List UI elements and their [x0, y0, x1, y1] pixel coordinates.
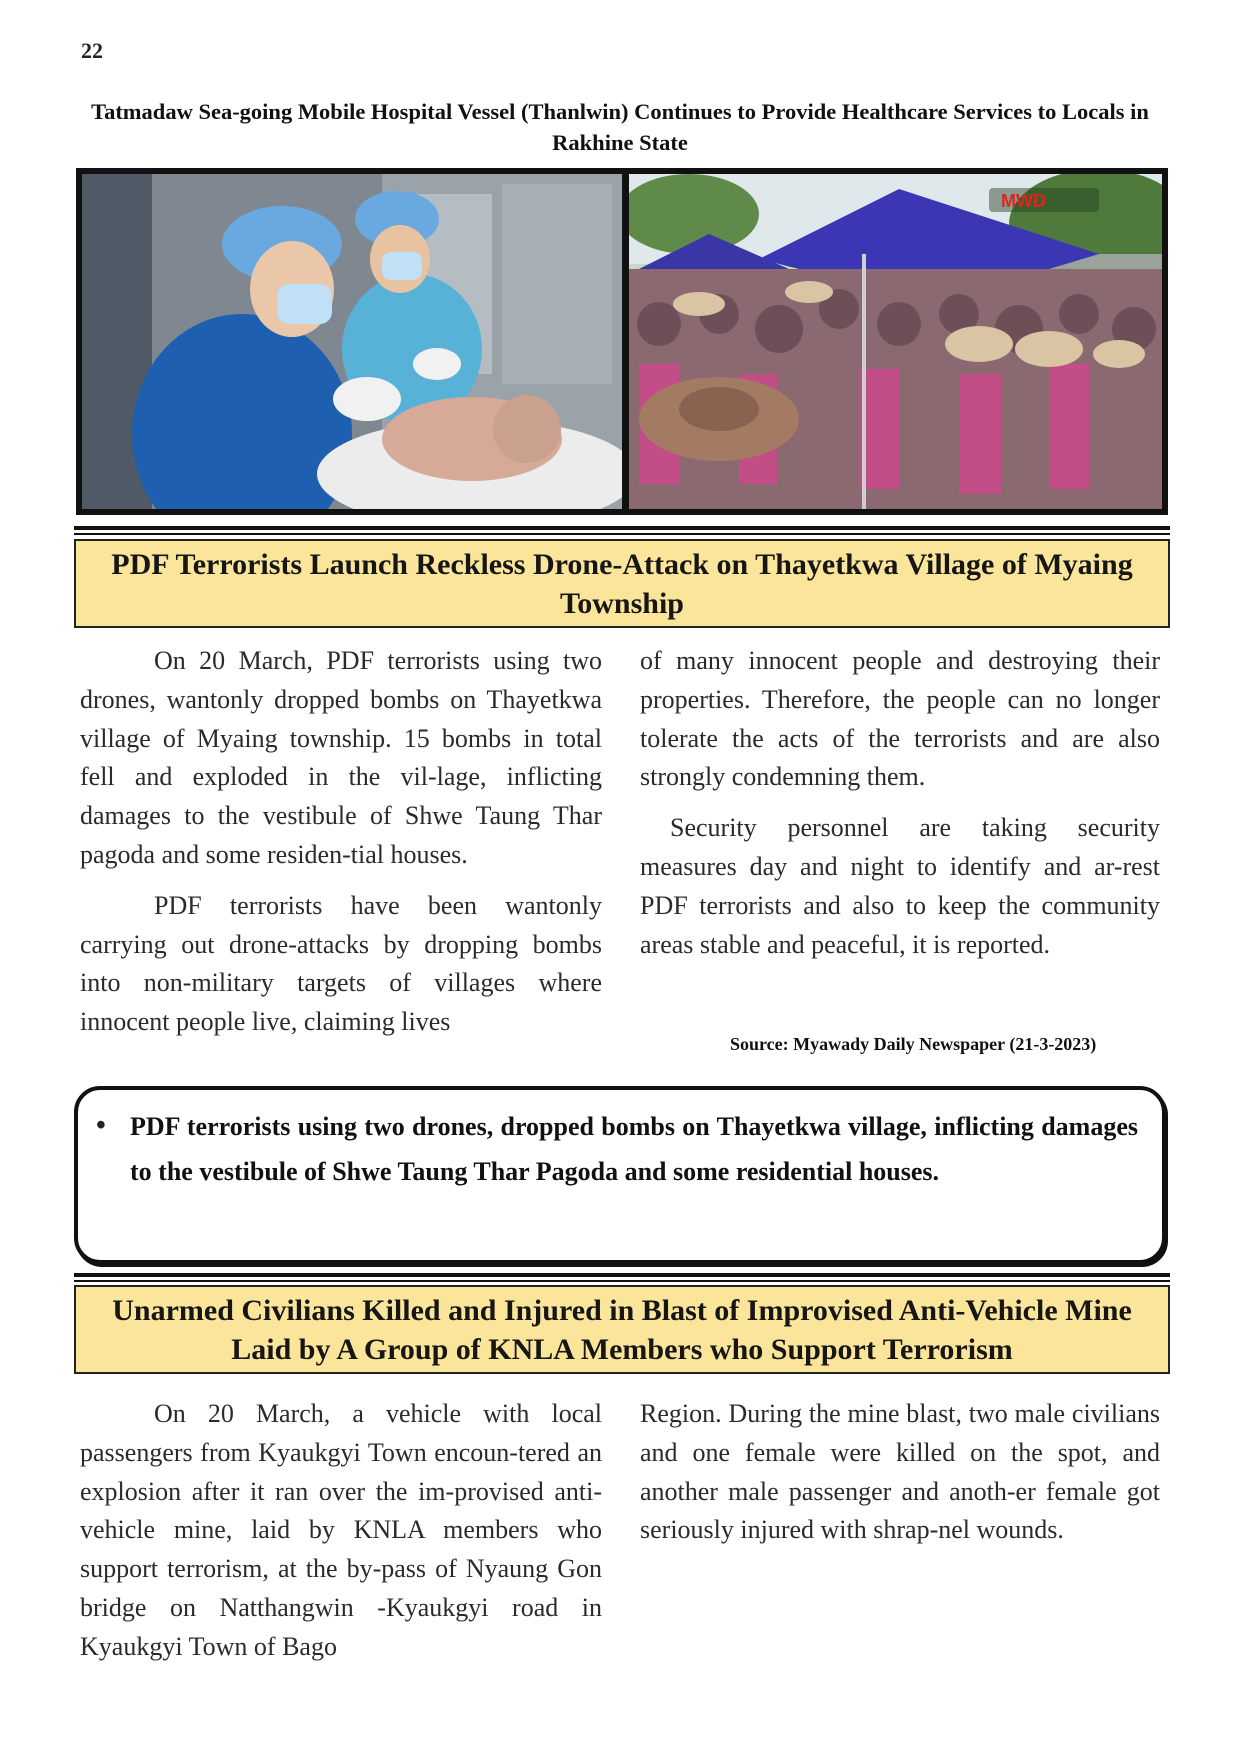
summary-text: PDF terrorists using two drones, dropped bombs on Thayetkwa village, inflicting damages to the vestibule of Shwe Taung Thar Pagoda and some residential houses.	[130, 1112, 1138, 1186]
svg-text:MWD: MWD	[1001, 191, 1046, 211]
article1-paragraph: of many innocent people and destroying their properties. Therefore, the people can no longer tolerate the acts of the terrorists and are also strongly condemning them.	[640, 646, 1160, 792]
article2-left-column	[80, 1395, 602, 1679]
photo-strip	[76, 168, 1168, 515]
tv-logo-watermark	[989, 188, 1099, 212]
article1-headline-text: PDF Terrorists Launch Reckless Drone-Attack on Thayetkwa Village of Myaing Township	[111, 547, 1133, 620]
article1-left-column	[80, 642, 602, 1054]
page-number: 22	[81, 38, 103, 63]
article2-headline-text: Unarmed Civilians Killed and Injured in Blast of Improvised Anti-Vehicle Mine Laid by A Group of KNLA Members who Support Terrorism	[112, 1293, 1132, 1366]
article1-paragraph: PDF terrorists have been wantonly carrying out drone-attacks by dropping bombs into non-military targets of villages where innocent people live, claiming lives	[80, 890, 602, 1037]
photo-caption: Tatmadaw Sea-going Mobile Hospital Vessel (Thanlwin) Continues to Provide Healthcare Services to Locals in Rakhine State	[91, 99, 1149, 155]
article1-paragraph: On 20 March, PDF terrorists using two drones, wantonly dropped bombs on Thayetkwa village of Myaing township. 15 bombs in total fell and exploded in the vil-lage, inflicting damages to the vestibule of Shwe Taung Thar pagoda and some residen-tial houses.	[80, 646, 602, 869]
photo-crowd-tents	[629, 174, 1162, 509]
photo-doctor-newborn	[82, 174, 622, 509]
bullet-icon: •	[96, 1110, 106, 1141]
article2-right-column	[640, 1395, 1160, 1562]
article1-paragraph: Security personnel are taking security measures day and night to identify and ar-rest PDF terrorists and also to keep the community areas stable and peaceful, it is reported.	[640, 813, 1160, 959]
article2-headline	[74, 1285, 1170, 1374]
summary-box	[74, 1086, 1166, 1264]
article1-headline	[74, 539, 1170, 628]
section-divider	[74, 1273, 1170, 1282]
article1-right-column	[640, 642, 1160, 976]
article2-paragraph: On 20 March, a vehicle with local passengers from Kyaukgyi Town encoun-tered an explosion after it ran over the im-provised anti-vehicle mine, laid by KNLA members who support terrorism, at the by-pass of Nyaung Gon bridge on Natthangwin -Kyaukgyi road in Kyaukgyi Town of Bago	[80, 1399, 602, 1661]
article1-source: Source: Myawady Daily Newspaper (21-3-2023)	[730, 1034, 1097, 1054]
article2-paragraph: Region. During the mine blast, two male civilians and one female were killed on the spot, and another male passenger and anoth-er female got seriously injured with shrap-nel wounds.	[640, 1399, 1160, 1545]
section-divider	[74, 526, 1170, 535]
